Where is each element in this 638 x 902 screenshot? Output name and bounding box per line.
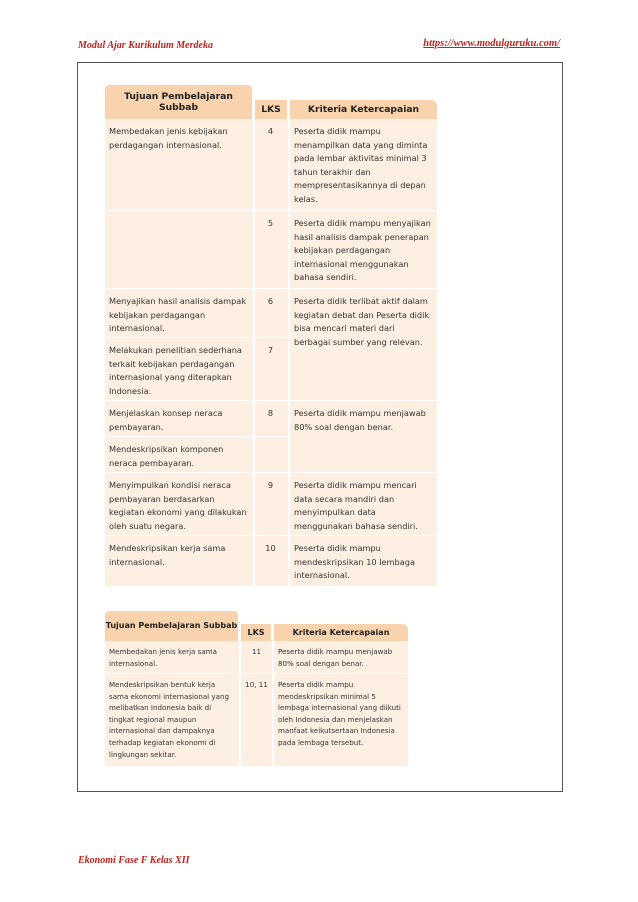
- table-row: [105, 473, 437, 536]
- cell-tujuan: Mendeskripsikan kerja sama internasional.: [105, 536, 255, 586]
- table-header-row: [105, 85, 437, 119]
- criteria-table-2: [105, 611, 408, 767]
- criteria-table-1: [105, 85, 437, 587]
- cell-tujuan: Menjelaskan konsep neraca pembayaran.: [105, 401, 255, 436]
- cell-tujuan: [105, 211, 255, 288]
- cell-lks: 5: [255, 211, 290, 288]
- cell-tujuan: Mendeskripsikan bentuk kerja sama ekonomi internasional yang melibatkan Indonesia baik di tingkat regional maupun internasional dan dampaknya terhadap kegiatan ekonomi di lingkungan sekitar.: [105, 674, 241, 766]
- table-row: [105, 289, 437, 347]
- footer-title: Ekonomi Fase F Kelas XII: [78, 855, 190, 866]
- cell-tujuan: Melakukan penelitian sederhana terkait kebijakan perdagangan internasional yang diterapkan Indonesia.: [105, 338, 255, 400]
- cell-kriteria: Peserta didik mampu mendeskripsikan 10 lembaga internasional.: [294, 543, 415, 581]
- cell-kriteria: Peserta didik mampu menjawab 80% soal dengan benar.: [290, 401, 437, 471]
- cell-tujuan: Menyajikan hasil analisis dampak kebijakan perdagangan internasional.: [105, 289, 255, 337]
- cell-lks: 11: [241, 641, 274, 673]
- cell-kriteria: Peserta didik mampu menyajikan hasil analisis dampak penerapan kebijakan perdagangan internasional menggunakan bahasa sendiri.: [294, 218, 431, 283]
- cell-lks: 9: [255, 473, 290, 535]
- header-tujuan: Tujuan Pembelajaran Subbab: [105, 611, 238, 641]
- table-row: [105, 536, 437, 587]
- header-lks: LKS: [255, 100, 287, 119]
- table-row: [105, 674, 408, 767]
- header-kriteria: Kriteria Ketercapaian: [274, 624, 408, 641]
- cell-lks: 8: [255, 401, 290, 436]
- cell-tujuan: Membedakan jenis kerja sama internasional.: [105, 641, 241, 673]
- cell-lks: [255, 437, 290, 472]
- cell-tujuan: Mendeskripsikan komponen neraca pembayaran.: [105, 437, 255, 472]
- table-header-row: [105, 611, 408, 641]
- header-url-link[interactable]: https://www.modulguruku.com/: [423, 38, 560, 49]
- cell-lks: 10, 11: [241, 674, 274, 766]
- cell-lks: 7: [255, 338, 290, 400]
- cell-tujuan: Menyimpulkan kondisi neraca pembayaran berdasarkan kegiatan ekonomi yang dilakukan oleh suatu negara.: [105, 473, 255, 535]
- table-row: [105, 401, 437, 437]
- cell-kriteria: Peserta didik mampu mendeskripsikan minimal 5 lembaga internasional yang diikuti oleh Indonesia dan menjelaskan manfaat keikutsertaan Indonesia pada lembaga tersebut.: [278, 680, 401, 747]
- cell-lks: 6: [255, 289, 290, 337]
- header-lks: LKS: [241, 624, 271, 641]
- table-row: [105, 211, 437, 289]
- cell-kriteria: Peserta didik mampu mencari data secara mandiri dan menyimpulkan data menggunakan bahasa sendiri.: [294, 480, 418, 531]
- cell-lks: 10: [255, 536, 290, 586]
- header-kriteria: Kriteria Ketercapaian: [290, 100, 437, 119]
- header-left-title: Modul Ajar Kurikulum Merdeka: [78, 40, 213, 51]
- cell-kriteria: Peserta didik terlibat aktif dalam kegiatan debat dan Peserta didik bisa mencari materi dari berbagai sumber yang relevan.: [290, 289, 437, 392]
- table-row: [105, 119, 437, 211]
- cell-tujuan: Membedakan jenis kebijakan perdagangan internasional.: [105, 119, 255, 210]
- table-row: [105, 641, 408, 674]
- cell-lks: 4: [255, 119, 290, 210]
- cell-kriteria: Peserta didik mampu menjawab 80% soal dengan benar.: [278, 647, 393, 668]
- header-tujuan: Tujuan Pembelajaran Subbab: [105, 85, 252, 119]
- cell-kriteria: Peserta didik mampu menampilkan data yang diminta pada lembar aktivitas minimal 3 tahun terakhir dan mempresentasikannya di depan kelas.: [294, 126, 428, 204]
